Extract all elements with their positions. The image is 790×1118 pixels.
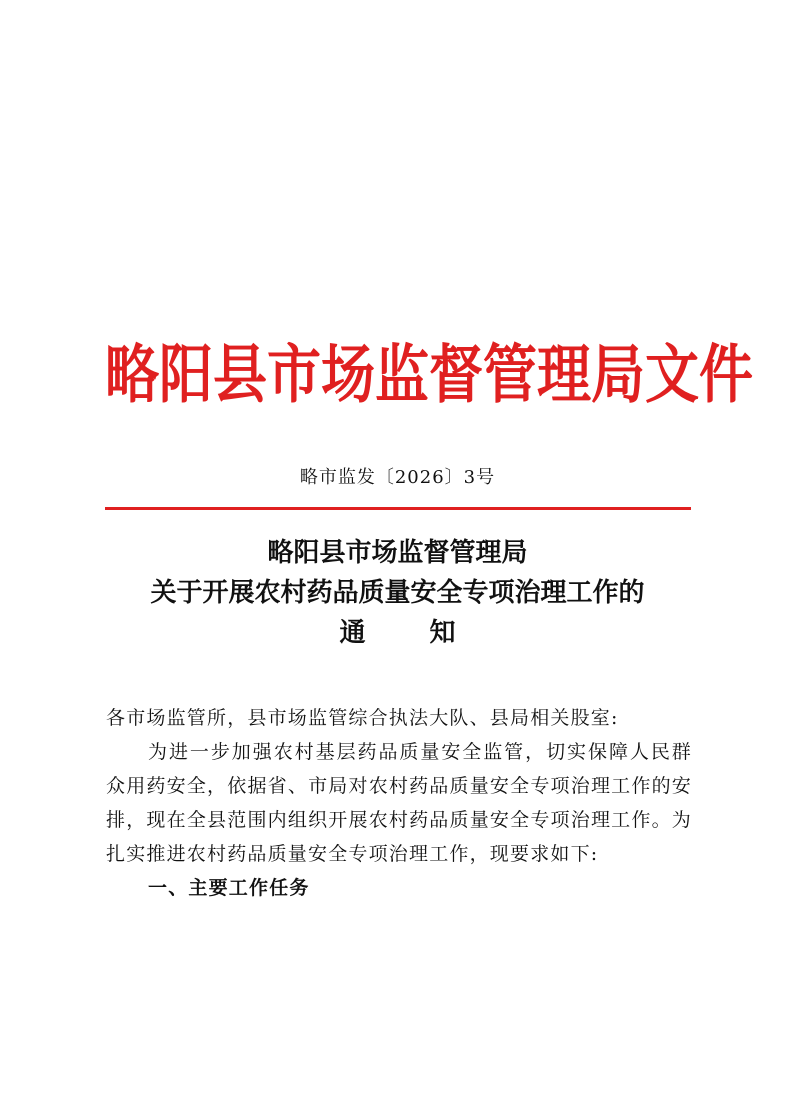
masthead-title: 略阳县市场监督管理局文件 bbox=[105, 337, 753, 412]
body-paragraph-1: 为进一步加强农村基层药品质量安全监管，切实保障人民群众用药安全，依据省、市局对农村药品质量安全专项治理工作的安排，现在全县范围内组织开展农村药品质量安全专项治理工作。为扎实推进农村药品质量安全专项治理工作，现要求如下: bbox=[106, 741, 692, 865]
title-line-2: 关于开展农村药品质量安全专项治理工作的 bbox=[150, 578, 645, 608]
title-line-1: 略阳县市场监督管理局 bbox=[267, 538, 528, 568]
red-separator-line bbox=[105, 507, 691, 510]
document-number: 略市监发〔2026〕3号 bbox=[299, 467, 496, 488]
title-line-3-part-1: 通 bbox=[339, 618, 366, 648]
section-heading-1: 一、主要工作任务 bbox=[148, 877, 310, 899]
document-title bbox=[105, 533, 690, 653]
title-line-3 bbox=[105, 613, 690, 653]
title-line-3-part-2: 知 bbox=[429, 618, 456, 648]
addressee: 各市场监管所，县市场监管综合执法大队、县局相关股室: bbox=[106, 707, 619, 729]
document-body bbox=[106, 701, 692, 905]
